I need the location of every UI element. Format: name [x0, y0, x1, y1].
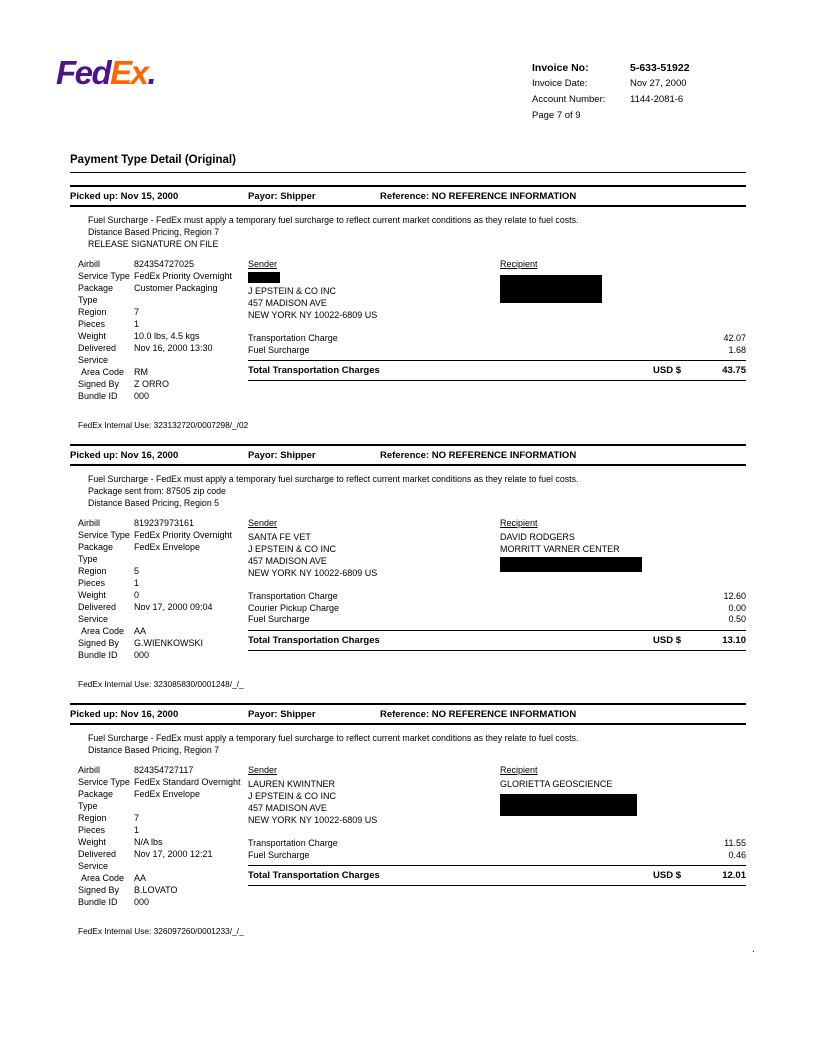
detail-value: 000	[134, 391, 150, 401]
shipment-section	[70, 444, 746, 689]
payor-label: Payor: Shipper	[248, 450, 316, 461]
address-line: J EPSTEIN & CO INC	[248, 791, 337, 801]
charges-list	[248, 838, 746, 861]
detail-value	[134, 613, 248, 625]
detail-value: 7	[134, 813, 140, 823]
note-line: RELEASE SIGNATURE ON FILE	[88, 239, 219, 249]
detail-label: Service	[78, 355, 109, 365]
detail-label: Weight	[78, 590, 106, 600]
internal-use-line: FedEx Internal Use: 326097260/0001233/_/_	[78, 926, 244, 936]
shipment-details	[70, 258, 248, 402]
account-number-row	[532, 92, 746, 108]
detail-value: Nov 17, 2000 12:21	[134, 849, 213, 859]
sender-block	[248, 258, 500, 321]
detail-value: FedEx Priority Overnight	[134, 530, 233, 540]
address-line: J EPSTEIN & CO INC	[248, 286, 337, 296]
detail-row	[78, 589, 248, 601]
note-line: Fuel Surcharge - FedEx must apply a temporary fuel surcharge to reflect current market conditions as they relate to fuel costs.	[88, 215, 579, 225]
detail-label: Airbill	[78, 259, 101, 269]
section-right-column	[248, 258, 746, 402]
address-line: SANTA FE VET	[248, 532, 311, 542]
detail-label: Airbill	[78, 765, 101, 775]
charge-label: Fuel Surcharge	[248, 614, 310, 624]
detail-label: Package Type	[78, 789, 114, 811]
charge-label: Transportation Charge	[248, 591, 338, 601]
redacted-block	[500, 275, 602, 303]
fedex-logo	[56, 56, 155, 89]
address-line: 457 MADISON AVE	[248, 803, 327, 813]
charge-row	[248, 603, 746, 615]
charge-label: Transportation Charge	[248, 333, 338, 343]
detail-row	[78, 788, 248, 812]
recipient-block	[500, 258, 746, 321]
detail-row	[78, 306, 248, 318]
page-number-row	[532, 108, 746, 124]
logo-dot: .	[147, 54, 156, 91]
currency-label: USD $	[653, 634, 681, 646]
reference-label: Reference: NO REFERENCE INFORMATION	[380, 191, 577, 202]
shipment-section	[70, 703, 746, 936]
picked-up-label: Picked up: Nov 15, 2000	[70, 191, 179, 202]
detail-label: Pieces	[78, 578, 106, 588]
note-line: Distance Based Pricing, Region 7	[88, 227, 220, 237]
detail-row	[78, 318, 248, 330]
note-line: Fuel Surcharge - FedEx must apply a temporary fuel surcharge to reflect current market conditions as they relate to fuel costs.	[88, 474, 579, 484]
detail-row	[78, 541, 248, 565]
charge-label: Courier Pickup Charge	[248, 602, 340, 613]
detail-value: Z ORRO	[134, 379, 169, 389]
charges-list	[248, 333, 746, 356]
address-line: GLORIETTA GEOSCIENCE	[500, 779, 613, 789]
section-body	[70, 517, 746, 661]
charge-amount: 1.68	[728, 344, 746, 355]
picked-up-label: Picked up: Nov 16, 2000	[70, 709, 179, 720]
detail-row	[78, 613, 248, 625]
recipient-heading: Recipient	[500, 259, 538, 269]
detail-label: Service	[78, 614, 109, 624]
charge-amount: 0.00	[728, 602, 746, 613]
charge-amount: 42.07	[723, 333, 746, 343]
total-label: Total Transportation Charges	[248, 634, 380, 646]
detail-value: 10.0 lbs, 4.5 kgs	[134, 331, 200, 341]
payor-label: Payor: Shipper	[248, 191, 316, 202]
detail-row	[78, 330, 248, 342]
detail-value: 0	[134, 590, 140, 600]
detail-value: 824354727117	[134, 765, 194, 775]
section-body	[70, 258, 746, 402]
detail-label: Signed By	[78, 638, 120, 648]
charge-amount: 0.50	[728, 614, 746, 624]
detail-value: Customer Packaging	[134, 283, 218, 293]
page-title: Payment Type Detail (Original)	[70, 154, 746, 173]
detail-label: Service Type	[78, 777, 130, 787]
redacted-block	[500, 794, 637, 816]
detail-value: FedEx Priority Overnight	[134, 271, 233, 281]
address-line: 457 MADISON AVE	[248, 298, 327, 308]
redacted-block	[248, 272, 280, 283]
account-number-value: 1144-2081-6	[630, 94, 684, 105]
detail-value: Nov 17, 2000 09:04	[134, 602, 213, 612]
redacted-block	[500, 557, 642, 572]
detail-value: 1	[134, 319, 140, 329]
section-right-column	[248, 517, 746, 661]
detail-row	[78, 824, 248, 836]
total-label: Total Transportation Charges	[248, 365, 380, 376]
detail-row	[78, 848, 248, 860]
addresses	[248, 764, 746, 826]
detail-row	[78, 836, 248, 848]
detail-label: Service	[78, 861, 109, 871]
detail-value	[134, 860, 248, 872]
detail-row	[78, 860, 248, 872]
currency-label: USD $	[653, 870, 681, 881]
total-amount: 43.75	[722, 365, 746, 376]
invoice-info	[532, 60, 746, 124]
address-line: 457 MADISON AVE	[248, 556, 327, 566]
detail-label: Region	[78, 813, 107, 823]
detail-row	[78, 270, 248, 282]
recipient-block	[500, 517, 746, 579]
recipient-heading: Recipient	[500, 518, 538, 528]
detail-row	[78, 565, 248, 577]
detail-value: AA	[134, 626, 147, 636]
logo-ex: Ex	[110, 54, 148, 91]
detail-row	[78, 517, 248, 529]
account-number-label: Account Number:	[532, 94, 606, 105]
charge-row	[248, 333, 746, 345]
total-label: Total Transportation Charges	[248, 870, 380, 881]
internal-use-line: FedEx Internal Use: 323132720/0007298/_/02	[78, 420, 249, 430]
charge-amount: 12.60	[723, 591, 746, 601]
internal-use-line: FedEx Internal Use: 323085830/0001248/_/_	[78, 679, 244, 689]
sender-heading: Sender	[248, 259, 278, 269]
section-right-column	[248, 764, 746, 908]
total-row	[248, 360, 746, 381]
detail-row	[78, 625, 248, 637]
detail-value: FedEx Envelope	[134, 789, 201, 799]
reference-label: Reference: NO REFERENCE INFORMATION	[380, 450, 577, 461]
detail-row	[78, 354, 248, 366]
detail-value: FedEx Envelope	[134, 542, 201, 552]
detail-value: 819237973161	[134, 518, 195, 528]
detail-value: FedEx Standard Overnight	[134, 777, 241, 787]
detail-label: Bundle ID	[78, 650, 118, 660]
invoice-date-row	[532, 76, 746, 92]
detail-value: 1	[134, 578, 140, 588]
detail-row	[78, 529, 248, 541]
sender-block	[248, 517, 500, 579]
invoice-date-value: Nov 27, 2000	[630, 78, 687, 89]
invoice-number-row	[532, 60, 746, 76]
detail-label: Bundle ID	[78, 897, 118, 907]
shipment-details	[70, 517, 248, 661]
note-line: Package sent from: 87505 zip code	[88, 486, 226, 496]
shipment-notes	[88, 214, 746, 250]
addresses	[248, 258, 746, 321]
detail-value: RM	[134, 367, 148, 377]
detail-label: Signed By	[78, 885, 120, 895]
detail-row	[78, 872, 248, 884]
recipient-block	[500, 764, 746, 826]
address-line: MORRITT VARNER CENTER	[500, 544, 620, 554]
note-line: Distance Based Pricing, Region 5	[88, 498, 220, 508]
sender-block	[248, 764, 500, 826]
charge-row	[248, 345, 746, 357]
payor-label: Payor: Shipper	[248, 709, 316, 720]
address-line: NEW YORK NY 10022-6809 US	[248, 568, 378, 578]
detail-label: Weight	[78, 837, 106, 847]
logo-fed: Fed	[56, 54, 111, 91]
detail-value: B.LOVATO	[134, 885, 178, 895]
charges-list	[248, 591, 746, 626]
detail-row	[78, 776, 248, 788]
reference-label: Reference: NO REFERENCE INFORMATION	[380, 709, 577, 720]
section-body	[70, 764, 746, 908]
detail-value: 7	[134, 307, 140, 317]
detail-label: Area Code	[81, 626, 125, 636]
detail-row	[78, 390, 248, 402]
detail-label: Pieces	[78, 825, 106, 835]
detail-row	[78, 812, 248, 824]
detail-row	[78, 884, 248, 896]
detail-label: Bundle ID	[78, 391, 118, 401]
addresses	[248, 517, 746, 579]
invoice-no-label: Invoice No:	[532, 62, 589, 74]
invoice-date-label: Invoice Date:	[532, 78, 588, 89]
note-line: Fuel Surcharge - FedEx must apply a temporary fuel surcharge to reflect current market conditions as they relate to fuel costs.	[88, 733, 579, 743]
section-header-bar	[70, 185, 746, 207]
invoice-no-value: 5-633-51922	[630, 62, 690, 74]
currency-label: USD $	[653, 365, 681, 376]
note-line: Distance Based Pricing, Region 7	[88, 745, 220, 755]
detail-row	[78, 282, 248, 306]
detail-label: Package Type	[78, 542, 114, 564]
detail-label: Pieces	[78, 319, 106, 329]
detail-label: Weight	[78, 331, 106, 341]
total-amount: 12.01	[722, 870, 746, 881]
stray-mark: .	[752, 944, 755, 955]
detail-label: Delivered	[78, 602, 117, 612]
detail-label: Service Type	[78, 271, 130, 281]
detail-value: 5	[134, 566, 140, 576]
total-row	[248, 630, 746, 651]
detail-label: Region	[78, 566, 107, 576]
detail-value: 1	[134, 825, 140, 835]
sender-heading: Sender	[248, 518, 278, 528]
detail-value: 000	[134, 897, 150, 907]
detail-row	[78, 896, 248, 908]
total-amount: 13.10	[722, 634, 746, 646]
shipment-section	[70, 185, 746, 430]
detail-row	[78, 649, 248, 661]
charge-amount: 11.55	[724, 838, 746, 848]
detail-label: Delivered	[78, 343, 117, 353]
address-line: DAVID RODGERS	[500, 532, 575, 542]
charge-label: Fuel Surcharge	[248, 344, 310, 355]
detail-value: 824354727025	[134, 259, 195, 269]
address-line: J EPSTEIN & CO INC	[248, 544, 337, 554]
detail-row	[78, 342, 248, 354]
detail-label: Region	[78, 307, 107, 317]
page-number: Page 7 of 9	[532, 110, 581, 121]
recipient-heading: Recipient	[500, 765, 538, 775]
detail-row	[78, 764, 248, 776]
address-line: NEW YORK NY 10022-6809 US	[248, 815, 378, 825]
detail-value: AA	[134, 873, 147, 883]
page-header	[0, 0, 816, 124]
section-header-bar	[70, 444, 746, 466]
detail-row	[78, 378, 248, 390]
detail-row	[78, 366, 248, 378]
detail-label: Signed By	[78, 379, 120, 389]
sender-heading: Sender	[248, 765, 278, 775]
shipment-notes	[88, 732, 746, 756]
section-header-bar	[70, 703, 746, 725]
charge-label: Fuel Surcharge	[248, 849, 310, 860]
detail-label: Airbill	[78, 518, 101, 528]
detail-value	[134, 354, 248, 366]
shipment-notes	[88, 473, 746, 509]
detail-row	[78, 637, 248, 649]
charge-row	[248, 591, 746, 603]
address-line: NEW YORK NY 10022-6809 US	[248, 310, 378, 320]
charge-amount: 0.46	[728, 849, 746, 860]
detail-row	[78, 601, 248, 613]
detail-label: Delivered	[78, 849, 117, 859]
detail-row	[78, 577, 248, 589]
total-row	[248, 865, 746, 886]
detail-value: Nov 16, 2000 13:30	[134, 343, 213, 353]
detail-label: Service Type	[78, 530, 130, 540]
detail-value: N/A lbs	[134, 837, 163, 847]
detail-label: Area Code	[81, 873, 125, 883]
shipment-details	[70, 764, 248, 908]
charge-row	[248, 614, 746, 626]
detail-label: Area Code	[81, 367, 125, 377]
charge-label: Transportation Charge	[248, 838, 338, 848]
detail-value: G.WIENKOWSKI	[134, 638, 204, 648]
detail-value: 000	[134, 650, 150, 660]
charge-row	[248, 850, 746, 862]
address-line: LAUREN KWINTNER	[248, 779, 336, 789]
detail-row	[78, 258, 248, 270]
charge-row	[248, 838, 746, 850]
detail-label: Package Type	[78, 283, 114, 305]
picked-up-label: Picked up: Nov 16, 2000	[70, 450, 179, 461]
